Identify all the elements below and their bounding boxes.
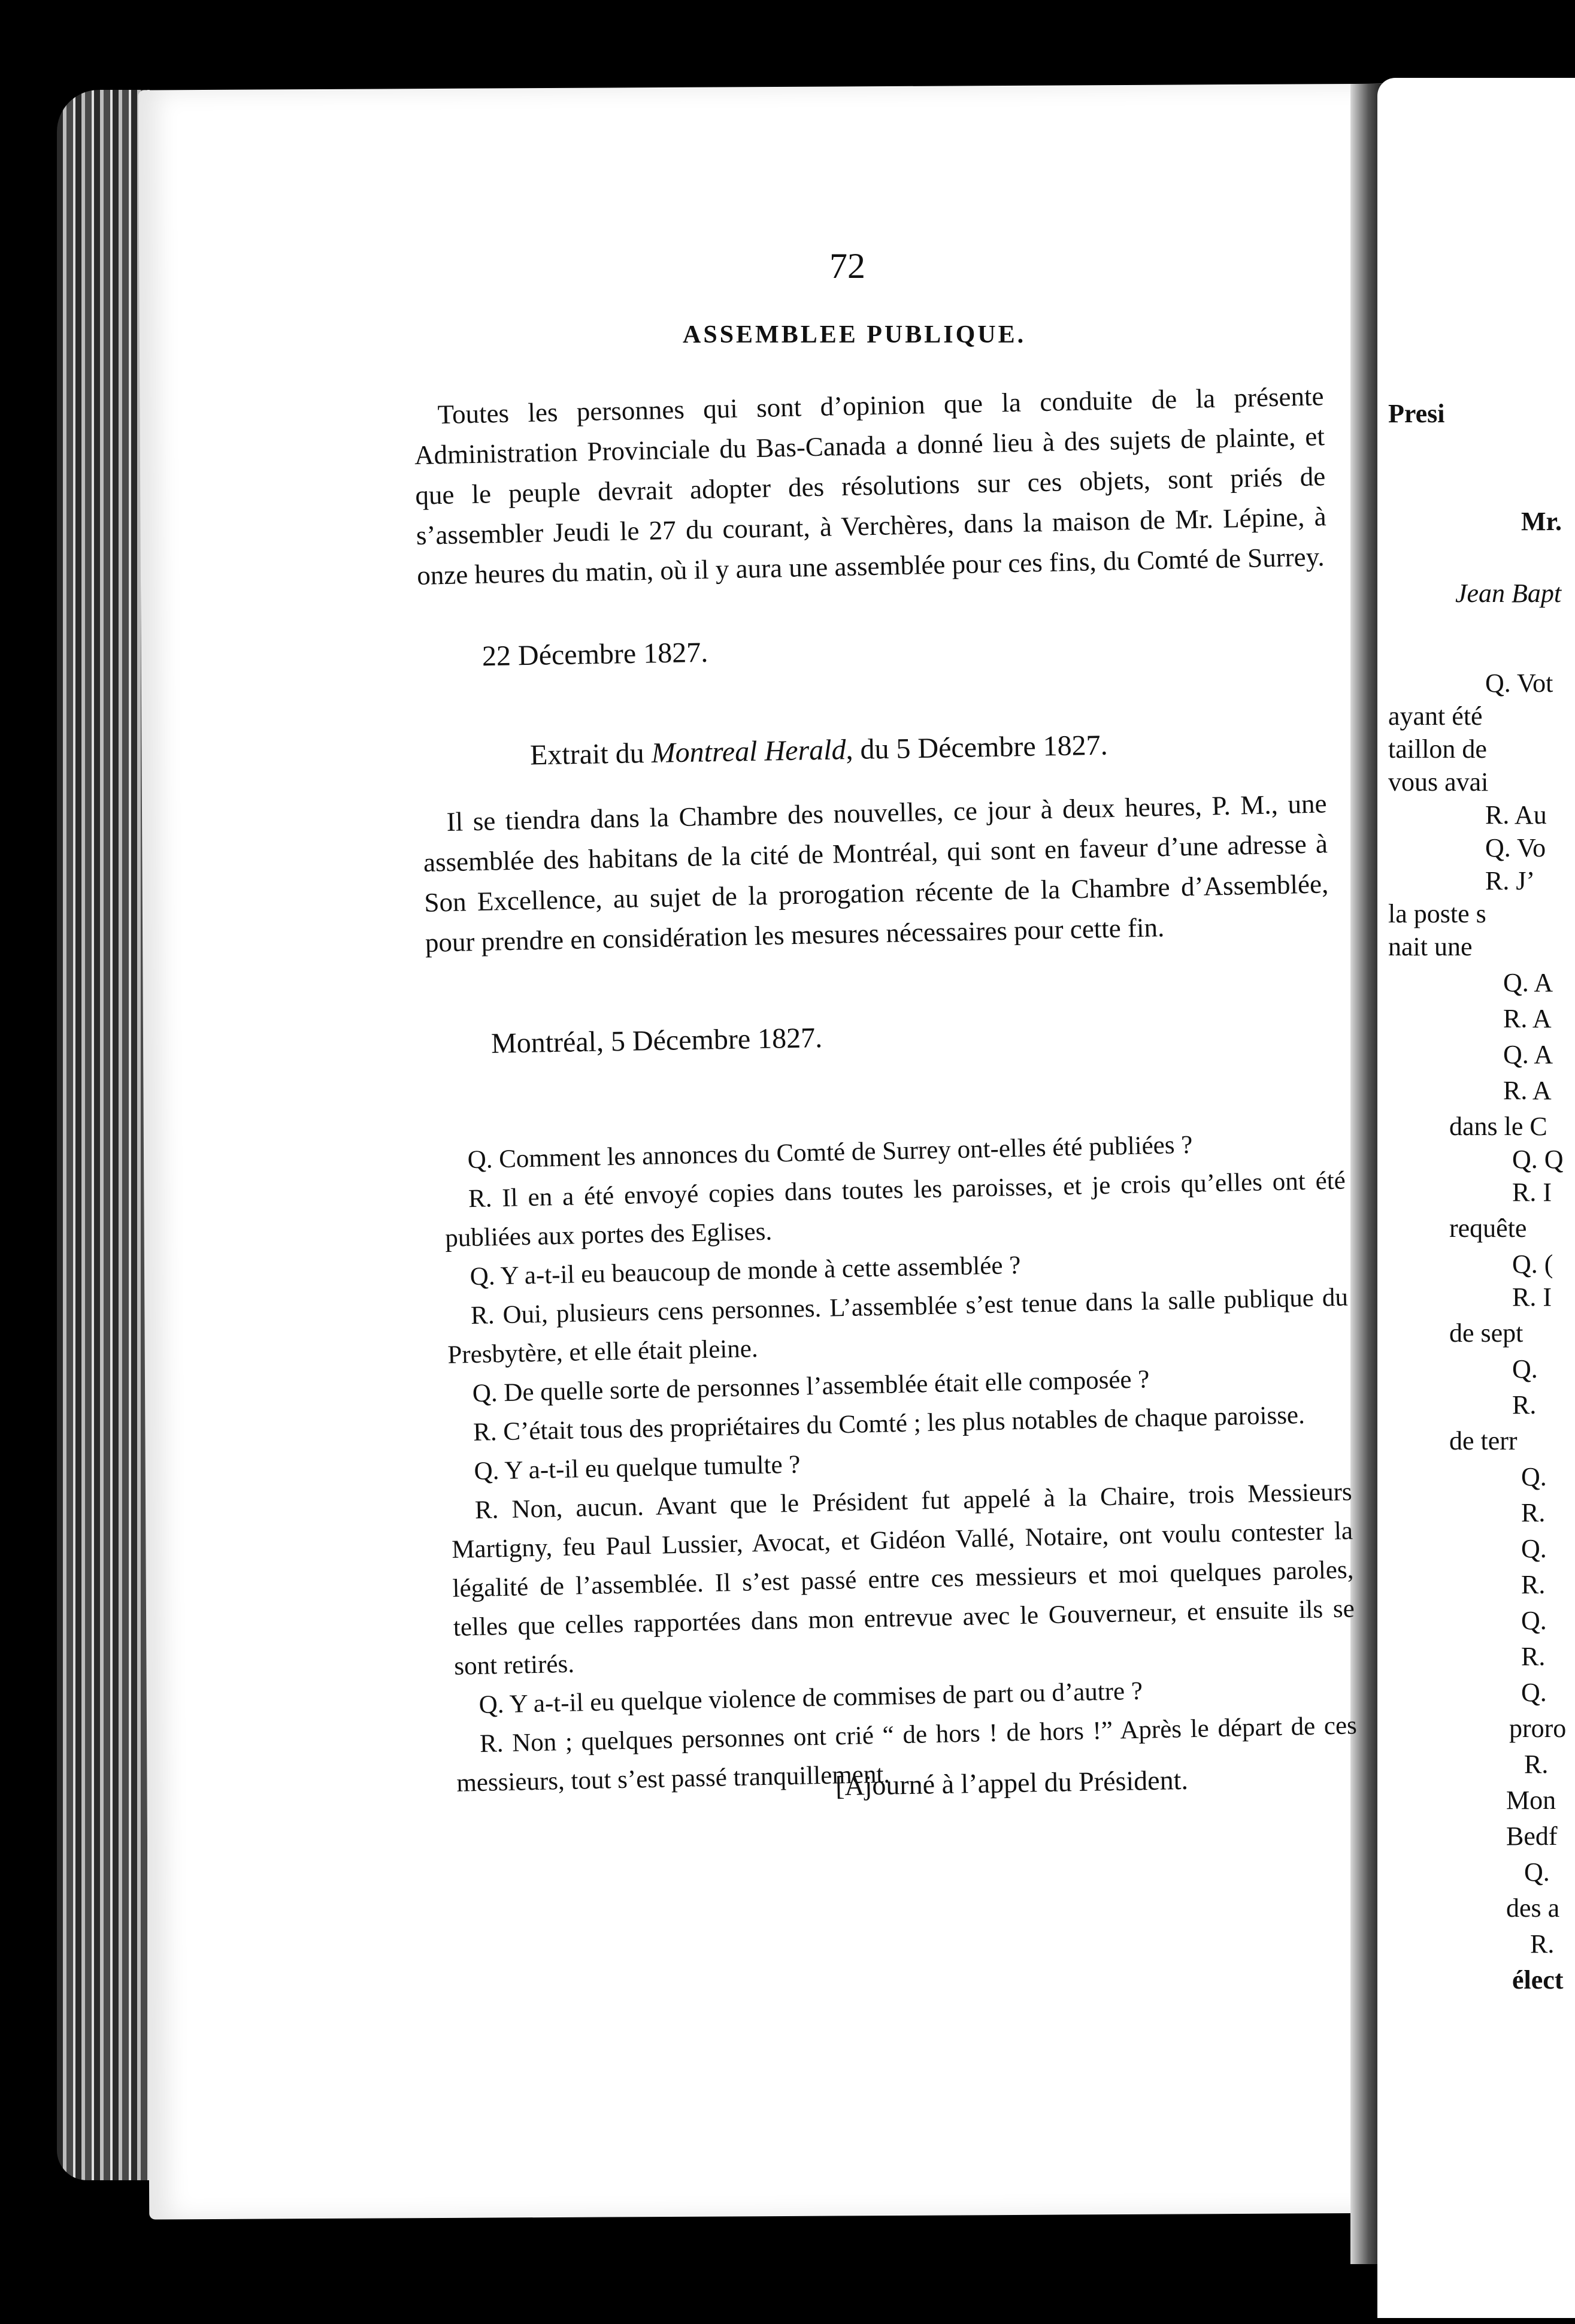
question-answer-block	[443, 1122, 1358, 1802]
right-page-fragment: Q.	[1521, 1678, 1547, 1707]
qa-line: Q. De quelle sorte de personnes l’assemblée était elle composée ?	[472, 1365, 1150, 1408]
right-page-fragment: R.	[1530, 1929, 1555, 1959]
qa-line: R. C’était tous des propriétaires du Comté ; les plus notables de chaque paroisse.	[472, 1400, 1306, 1447]
qa-line: Q. Y a-t-il eu quelque tumulte ?	[474, 1450, 801, 1486]
extrait-prefix: Extrait du	[529, 737, 645, 771]
right-page-fragment: des a	[1506, 1893, 1560, 1923]
right-page-fragment: R.	[1512, 1390, 1537, 1420]
right-page-fragment: dans le C	[1449, 1112, 1547, 1141]
right-page-fragment: R. Au	[1485, 800, 1547, 830]
qa-line: R. Oui, plusieurs cens personnes. L’assemblée s’est tenue dans la salle publique du Presbytère, et elle était pleine.	[447, 1283, 1349, 1369]
right-page-fragment: R.	[1521, 1498, 1546, 1527]
right-page-fragment: R. J’	[1485, 866, 1535, 895]
right-page-fragment: R.	[1521, 1570, 1546, 1599]
right-page-fragment: élect	[1512, 1965, 1564, 1995]
herald-paragraph: Il se tiendra dans la Chambre des nouvelles, ce jour à deux heures, P. M., une assemblée des habitans de la cité de Montréal, qui sont en faveur d’une adresse à Son Excellence, au sujet de la prorogation récente de la Chambre d’Assemblée, pour prendre en considération les mesures nécessaires pour cette fin.	[423, 788, 1329, 958]
right-page-fragment: Presi	[1388, 399, 1445, 428]
right-page-fragment: Q. A	[1503, 968, 1553, 997]
right-page-fragment: Q. Vot	[1485, 668, 1553, 698]
right-page-fragment: Q.	[1512, 1354, 1538, 1384]
qa-line: R. Non ; quelques personnes ont crié “ de hors ! de hors !” Après le départ de ces messieurs, tout s’est passé tranquillement.	[456, 1711, 1358, 1798]
right-page-fragment: R.	[1524, 1750, 1549, 1779]
qa-line: Q. Comment les annonces du Comté de Surrey ont-elles été publiées ?	[467, 1130, 1193, 1175]
right-page-fragment: Q.	[1524, 1857, 1550, 1887]
right-page-fragment: Q.	[1521, 1462, 1547, 1491]
right-page-fragment: R. A	[1503, 1004, 1552, 1033]
qa-line: R. Non, aucun. Avant que le Président fut appelé à la Chaire, trois Messieurs Martigny, feu Paul Lussier, Avocat, et Gidéon Vallé, Notaire, ont voulu contester la légalité de l’assemblée. Il s’est passé entre ces messieurs et moi quelques paroles, telles que celles rapportées dans mon entrevue avec le Gouverneur, et ensuite ils se sont retirés.	[451, 1478, 1355, 1681]
qa-line: Q. Y a-t-il eu quelque violence de commises de part ou d’autre ?	[478, 1677, 1143, 1719]
right-page-fragment: R. I	[1512, 1178, 1552, 1207]
right-page-fragment: requête	[1449, 1214, 1527, 1243]
right-page-fragment: R. I	[1512, 1282, 1552, 1312]
extrait-suffix: , du 5 Décembre 1827.	[845, 729, 1108, 766]
right-page-fragment: ayant été	[1388, 701, 1483, 731]
right-page-fragment: Q. (	[1512, 1249, 1553, 1279]
right-page-fragment: R.	[1521, 1642, 1546, 1671]
right-page-fragment: Jean Bapt	[1455, 579, 1562, 608]
right-page	[1377, 78, 1575, 2318]
right-page-fragment: de sept	[1449, 1318, 1523, 1348]
closing-note: [Ajourné à l’appel du Président.	[835, 1764, 1189, 1802]
right-page-fragment: Q.	[1521, 1534, 1547, 1563]
right-page-fragment: Bedf	[1506, 1821, 1558, 1851]
right-page-fragment: Q. A	[1503, 1040, 1553, 1069]
right-page-fragment: Mr.	[1521, 507, 1562, 536]
right-page-fragment: R. A	[1503, 1076, 1552, 1105]
right-page-fragment: Q. Vo	[1485, 833, 1546, 863]
right-page-fragment: taillon de	[1388, 734, 1487, 764]
section-heading: ASSEMBLEE PUBLIQUE.	[683, 321, 1026, 349]
page-number: 72	[829, 246, 865, 286]
right-page-fragment: Q.	[1521, 1606, 1547, 1635]
book-spine	[57, 90, 150, 2180]
qa-line: Q. Y a-t-il eu beaucoup de monde à cette assemblée ?	[470, 1251, 1021, 1291]
right-page-fragment: de terr	[1449, 1426, 1518, 1455]
herald-date: Montréal, 5 Décembre 1827.	[490, 1022, 823, 1060]
right-page-fragment: proro	[1509, 1714, 1567, 1743]
qa-line: R. Il en a été envoyé copies dans toutes les paroisses, et je crois qu’elles ont été publiées aux portes des Eglises.	[444, 1166, 1346, 1252]
extrait-newspaper-title: Montreal Herald	[651, 734, 846, 769]
right-page-fragment: Q. Q	[1512, 1145, 1564, 1174]
notice-paragraph: Toutes les personnes qui sont d’opinion que la conduite de la présente Administration Provinciale du Bas-Canada a donné lieu à des sujets de plainte, et que le peuple devrait adopter des résolutions sur ces objets, sont priés de s’assembler Jeudi le 27 du courant, à Verchères, dans la maison de Mr. Lépine, à onze heures du matin, où il y aura une assemblée pour ces fins, du Comté de Surrey.	[414, 381, 1327, 591]
right-page-fragment: la poste s	[1388, 899, 1486, 928]
notice-date: 22 Décembre 1827.	[481, 636, 708, 673]
right-page-fragment: nait une	[1388, 932, 1473, 961]
right-page-fragment: vous avai	[1388, 767, 1489, 797]
right-page-fragment: Mon	[1506, 1786, 1556, 1815]
